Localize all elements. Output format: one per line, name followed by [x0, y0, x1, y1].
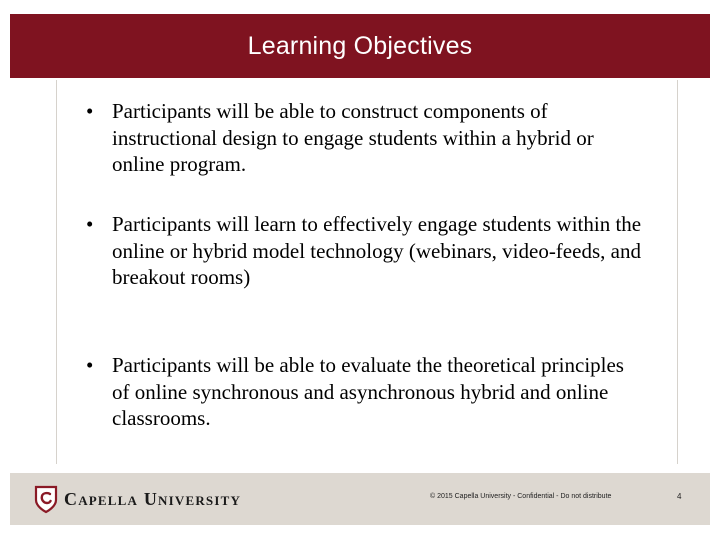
page-number: 4: [677, 492, 682, 501]
title-bar: [10, 14, 710, 78]
objective-text: Participants will learn to effectively engage students within the online or hybrid model technology (webinars, video-feeds, and breakout rooms): [112, 212, 642, 289]
logo-wordmark: Capella University: [64, 488, 242, 509]
capella-logo: [34, 483, 241, 515]
objective-text: Participants will be able to construct components of instructional design to engage students within a hybrid or online program.: [112, 99, 594, 176]
objective-item: [86, 352, 646, 432]
footer-bar: [10, 473, 710, 525]
objective-text: Participants will be able to evaluate the theoretical principles of online synchronous and asynchronous hybrid and online classrooms.: [112, 353, 624, 430]
slide-title: Learning Objectives: [247, 31, 473, 60]
capella-shield-icon: [34, 484, 58, 514]
bullet-marker: •: [86, 99, 94, 123]
objective-item: [86, 211, 646, 291]
bullet-marker: •: [86, 212, 94, 236]
bullet-marker: •: [86, 353, 94, 377]
copyright-notice: © 2015 Capella University - Confidential - Do not distribute: [430, 493, 612, 500]
objective-item: [86, 98, 646, 178]
